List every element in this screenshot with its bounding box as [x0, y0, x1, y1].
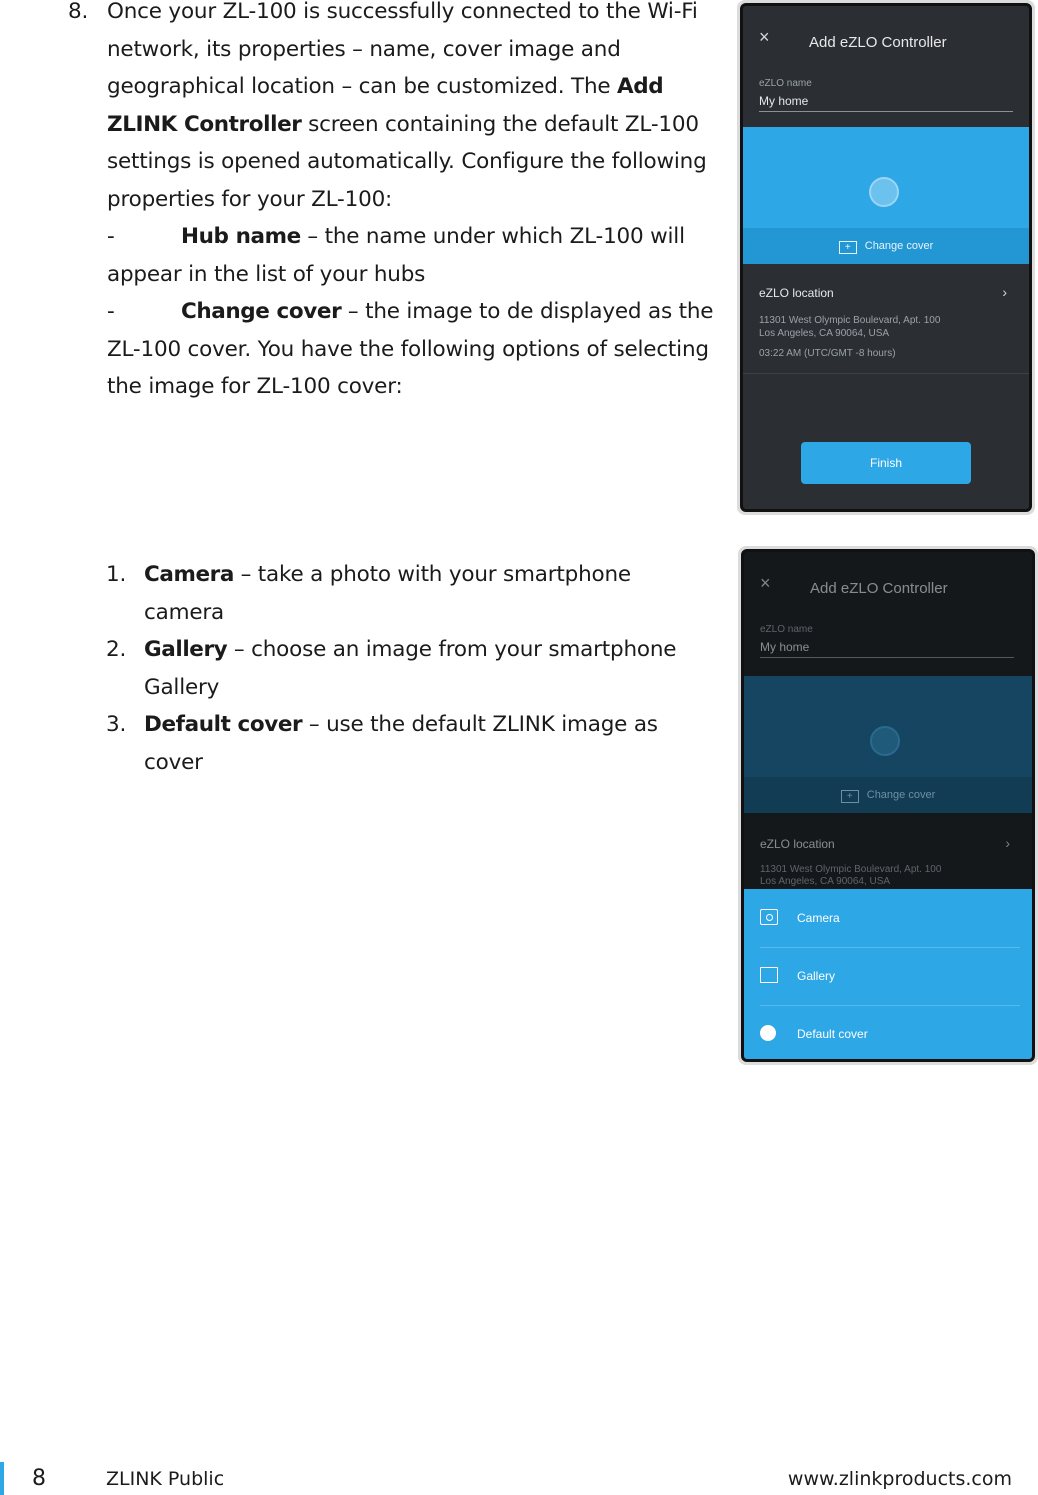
footer-classification: ZLINK Public: [106, 1468, 225, 1490]
name-label: eZLO name: [759, 78, 812, 89]
default-cover-term: Default cover: [144, 712, 303, 737]
page-number: 8: [32, 1466, 46, 1491]
gallery-description: – choose an image from your smartphone Gallery: [144, 637, 677, 700]
change-cover-term: Change cover: [181, 299, 342, 324]
camera-term: Camera: [144, 562, 234, 587]
add-image-icon: +: [841, 790, 859, 803]
phone-screenshot-add-controller: [737, 0, 1035, 515]
phone-screen: [741, 549, 1035, 1062]
step-8-text-1: Once your ZL-100 is successfully connected to the Wi-Fi network, its properties – name, cover image and geographical location – can be customized. The: [107, 0, 698, 99]
phone-header: [744, 552, 1032, 612]
list-item: [106, 706, 716, 781]
hub-icon: [869, 177, 899, 207]
camera-option[interactable]: [744, 889, 1032, 947]
phone-title: Add eZLO Controller: [809, 34, 947, 51]
camera-label: Camera: [797, 911, 840, 925]
gallery-label: Gallery: [797, 969, 836, 983]
name-input[interactable]: My home: [759, 94, 1013, 112]
change-cover-item: [107, 293, 719, 406]
name-input[interactable]: My home: [760, 640, 1014, 658]
change-cover-description: – the image to de displayed as the ZL-100 cover. You have the following options of selecting the image for ZL-100 cover:: [107, 299, 714, 399]
gallery-icon: [760, 967, 778, 983]
list-item: [106, 631, 716, 706]
location-label[interactable]: eZLO location: [759, 286, 834, 300]
address-line-2: Los Angeles, CA 90064, USA: [759, 328, 890, 339]
camera-description: – take a photo with your smartphone camera: [144, 562, 631, 625]
close-icon[interactable]: ×: [760, 573, 771, 593]
phone-header: [743, 6, 1029, 66]
step-8-body: [107, 0, 719, 406]
close-icon[interactable]: ×: [759, 27, 770, 47]
dash-bullet: -: [107, 299, 115, 324]
dash-bullet: -: [107, 224, 115, 249]
divider: [743, 373, 1029, 374]
gallery-term: Gallery: [144, 637, 228, 662]
change-cover-button[interactable]: [744, 777, 1032, 813]
add-image-icon: +: [839, 241, 857, 254]
address-line-1: 11301 West Olympic Boulevard, Apt. 100: [759, 315, 941, 326]
cover-options-sheet: [744, 889, 1032, 1059]
camera-icon: [760, 909, 778, 925]
list-number: 1.: [106, 562, 127, 587]
step-8-text-2: screen containing the default ZL-100 settings is opened automatically. Configure the following properties for your ZL-100:: [107, 111, 707, 212]
gallery-option[interactable]: [744, 947, 1032, 1005]
address-line-1: 11301 West Olympic Boulevard, Apt. 100: [760, 864, 942, 875]
footer-website[interactable]: www.zlinkproducts.com: [787, 1468, 1012, 1490]
list-number: 2.: [106, 637, 127, 662]
hub-icon: [870, 726, 900, 756]
default-cover-description: – use the default ZLINK image as cover: [144, 712, 658, 775]
default-cover-option[interactable]: [744, 1005, 1032, 1062]
cover-image: [743, 127, 1029, 264]
chevron-right-icon[interactable]: ›: [1005, 835, 1010, 851]
finish-button[interactable]: Finish: [801, 442, 971, 484]
hub-name-term: Hub name: [181, 224, 301, 249]
address-line-2: Los Angeles, CA 90064, USA: [760, 876, 891, 887]
name-label: eZLO name: [760, 624, 813, 635]
change-cover-label: Change cover: [866, 789, 936, 801]
default-cover-icon: [760, 1025, 776, 1041]
change-cover-label: Change cover: [864, 240, 934, 252]
phone-screenshot-cover-options: [738, 546, 1038, 1065]
change-cover-button[interactable]: [743, 228, 1029, 264]
cover-options-list: [106, 556, 716, 781]
step-8-paragraph: [107, 0, 719, 218]
step-number: 8.: [68, 0, 89, 24]
phone-screen: [740, 3, 1032, 512]
chevron-right-icon[interactable]: ›: [1002, 284, 1007, 300]
list-item: [106, 556, 716, 631]
phone-title: Add eZLO Controller: [810, 580, 948, 597]
location-label[interactable]: eZLO location: [760, 837, 835, 851]
cover-image: [744, 676, 1032, 813]
list-number: 3.: [106, 712, 127, 737]
add-controller-term: Add ZLINK Controller: [107, 74, 664, 137]
default-cover-label: Default cover: [797, 1027, 868, 1041]
hub-name-description: – the name under which ZL-100 will appear in the list of your hubs: [107, 224, 685, 287]
footer-accent-bar: [0, 1462, 4, 1495]
hub-name-item: [107, 218, 719, 293]
time-zone: 03:22 AM (UTC/GMT -8 hours): [759, 348, 896, 359]
